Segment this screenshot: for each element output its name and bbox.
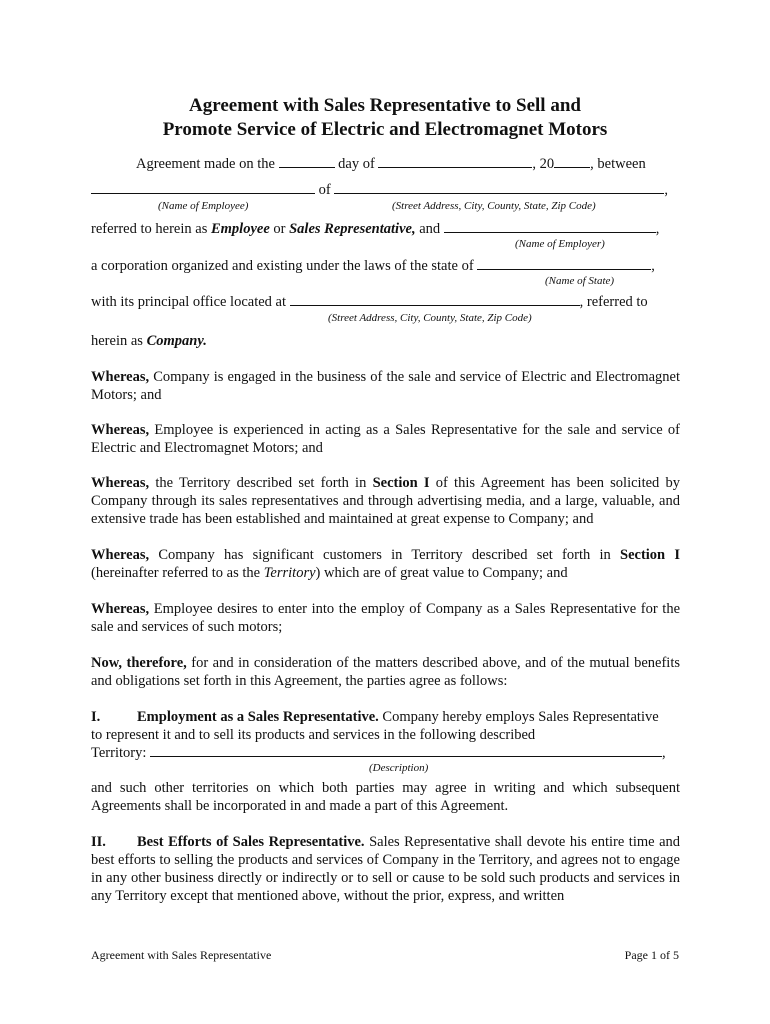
agreement-date-line: Agreement made on the day of , 20 , between <box>136 156 646 172</box>
employee-address-blank[interactable] <box>334 181 664 194</box>
section-1-continuation: and such other territories on which both parties may agree in writing and which subsequent Agreements shall be incorporated in and made a part of this Agreement. <box>91 780 680 814</box>
whereas-paragraph-2: Whereas, Employee is experienced in acting as a Sales Representative for the sale and service of Electric and Electromagnet Motors; and <box>91 422 681 456</box>
herein-company-line: herein as Company. <box>91 333 207 349</box>
state-blank[interactable] <box>477 257 651 270</box>
section-1-heading: Employment as a Sales Representative. <box>137 709 379 725</box>
caption-address-2: (Street Address, City, County, State, Zip Code) <box>328 312 532 324</box>
caption-employee: (Name of Employee) <box>158 200 249 212</box>
year-blank[interactable] <box>554 155 590 168</box>
whereas-paragraph-4: Whereas, Company has significant customers in Territory described set forth in Section I (hereinafter referred to as the Territory) which are of great value to Company; and <box>91 547 681 581</box>
page-number: Page 1 of 5 <box>624 948 679 962</box>
month-blank[interactable] <box>378 155 532 168</box>
office-address-blank[interactable] <box>290 293 580 306</box>
section-1-heading-line: I. Employment as a Sales Representative. Company hereby employs Sales Representative <box>91 709 659 725</box>
title-line-2: Promote Service of Electric and Electromagnet Motors <box>162 119 608 140</box>
whereas-paragraph-1: Whereas, Company is engaged in the business of the sale and service of Electric and Electromagnet Motors; and <box>91 369 680 403</box>
corporation-line: a corporation organized and existing under the laws of the state of , <box>91 258 655 274</box>
section-1-line-2: to represent it and to sell its products and services in the following described <box>91 727 536 743</box>
section-2-paragraph: II. Best Efforts of Sales Representative. Sales Representative shall devote his entire time and best efforts to selling the products and services of Company in the Territory, and agrees not to engage in any other business directly or indirectly or to sell or cause to be sold such products and services in any Territory except that mentioned above, without the prior, express, and written <box>91 834 681 904</box>
referred-line: referred to herein as Employee or Sales Representative, and , <box>91 221 660 237</box>
caption-state: (Name of State) <box>545 275 615 287</box>
document-title <box>0 94 770 142</box>
territory-description-blank[interactable] <box>150 744 662 757</box>
caption-address: (Street Address, City, County, State, Zip Code) <box>392 200 596 212</box>
footer-title: Agreement with Sales Representative <box>91 948 272 962</box>
whereas-paragraph-3: Whereas, the Territory described set forth in Section I of this Agreement has been solicited by Company through its sales representatives and through advertising media, and a large, valuable, and extensive trade has been established and maintained at great expense to Company; and <box>91 475 681 527</box>
whereas-paragraph-5: Whereas, Employee desires to enter into the employ of Company as a Sales Representative for the sale and services of such motors; <box>91 601 681 635</box>
employee-line: of , <box>91 181 668 199</box>
title-line-1: Agreement with Sales Representative to Sell and <box>189 95 581 116</box>
office-line: with its principal office located at , referred to <box>91 294 648 310</box>
employer-name-blank[interactable] <box>444 220 656 233</box>
section-1-number: I. <box>91 709 101 725</box>
now-therefore-paragraph: Now, therefore, for and in consideration of the matters described above, and of the mutual benefits and obligations set forth in this Agreement, the parties agree as follows: <box>91 655 681 689</box>
territory-line: Territory: , <box>91 745 666 761</box>
employee-name-blank[interactable] <box>91 181 315 194</box>
section-2-heading: Best Efforts of Sales Representative. <box>137 834 365 850</box>
day-blank[interactable] <box>279 155 335 168</box>
section-2-number: II. <box>91 834 106 850</box>
caption-employer: (Name of Employer) <box>515 238 605 250</box>
caption-description: (Description) <box>369 762 429 774</box>
